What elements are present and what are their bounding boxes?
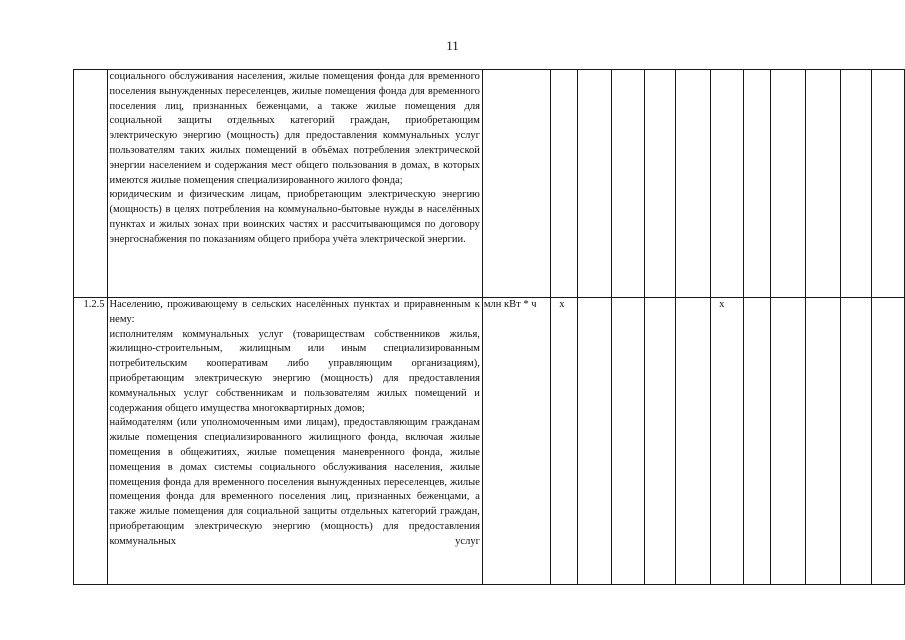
unit-cell: млн кВт * ч bbox=[482, 298, 550, 585]
value-cell bbox=[806, 70, 841, 298]
tariff-table bbox=[73, 69, 905, 585]
value-cell bbox=[806, 298, 841, 585]
value-cell bbox=[841, 298, 872, 585]
value-cell bbox=[871, 298, 904, 585]
value-cell bbox=[645, 70, 676, 298]
value-cell bbox=[611, 298, 645, 585]
value-cell bbox=[711, 70, 744, 298]
description-paragraph: наймодателям (или уполномоченным ими лицам), предоставляющим гражданам жилые помещения специализированного жилищного фонда, включая жилые помещения в общежитиях, жилые помещения маневренного фонда, жилые помещения в домах системы социального обслуживания населения, жилые помещения фонда для временного поселения вынужденных переселенцев, жилые помещения фонда для временного поселения лиц, признанных беженцами, а также жилые помещения для социальной защиты отдельных категорий граждан, приобретающим электрическую энергию (мощность) для предоставления коммунальных услуг bbox=[109, 417, 480, 547]
value-cell bbox=[871, 70, 904, 298]
description-paragraph: исполнителям коммунальных услуг (товариществам собственников жилья, жилищно-строительным, жилищным или иным специализированным потребительским кооперативам либо управляющим организациям), приобретающим электрическую энергию (мощность) для предоставления коммунальных услуг собственникам и пользователям жилых помещений и содержания общего имущества многоквартирных домов; bbox=[109, 328, 480, 414]
description-paragraph: социального обслуживания населения, жилые помещения фонда для временного поселения вынужденных переселенцев, жилые помещения фонда для временного поселения лиц, признанных беженцами, а также жилые помещения для социальной защиты отдельных категорий граждан, приобретающим электрическую энергию (мощность) для предоставления коммунальных услуг пользователям таких жилых помещений в объёмах потребления электрической энергии населением и содержания мест общего пользования в домах, в которых имеются жилые помещения специализированного жилого фонда; bbox=[109, 71, 480, 186]
value-cell bbox=[841, 70, 872, 298]
value-cell bbox=[676, 298, 711, 585]
value-cell bbox=[676, 70, 711, 298]
row-description bbox=[107, 70, 482, 298]
table-row bbox=[74, 70, 905, 298]
value-cell bbox=[611, 70, 645, 298]
row-number: 1.2.5 bbox=[74, 298, 108, 585]
page-number: 11 bbox=[446, 38, 459, 53]
value-cell bbox=[551, 70, 577, 298]
description-paragraph: юридическим и физическим лицам, приобретающим электрическую энергию (мощность) в целях потребления на коммунально-бытовые нужды в населённых пунктах и жилых зонах при воинских частях и рассчитывающимся по договору энергоснабжения по показаниям общего прибора учёта электрической энергии. bbox=[109, 189, 480, 245]
row-number bbox=[74, 70, 108, 298]
value-cell bbox=[771, 70, 806, 298]
value-cell: x bbox=[551, 298, 577, 585]
value-cell bbox=[577, 298, 611, 585]
value-cell bbox=[771, 298, 806, 585]
description-paragraph: Населению, проживающему в сельских населённых пунктах и приравненным к нему: bbox=[109, 299, 480, 325]
value-cell bbox=[645, 298, 676, 585]
row-description bbox=[107, 298, 482, 585]
table-row bbox=[74, 298, 905, 585]
value-cell: x bbox=[711, 298, 744, 585]
unit-cell bbox=[482, 70, 550, 298]
value-cell bbox=[577, 70, 611, 298]
value-cell bbox=[744, 70, 771, 298]
value-cell bbox=[744, 298, 771, 585]
